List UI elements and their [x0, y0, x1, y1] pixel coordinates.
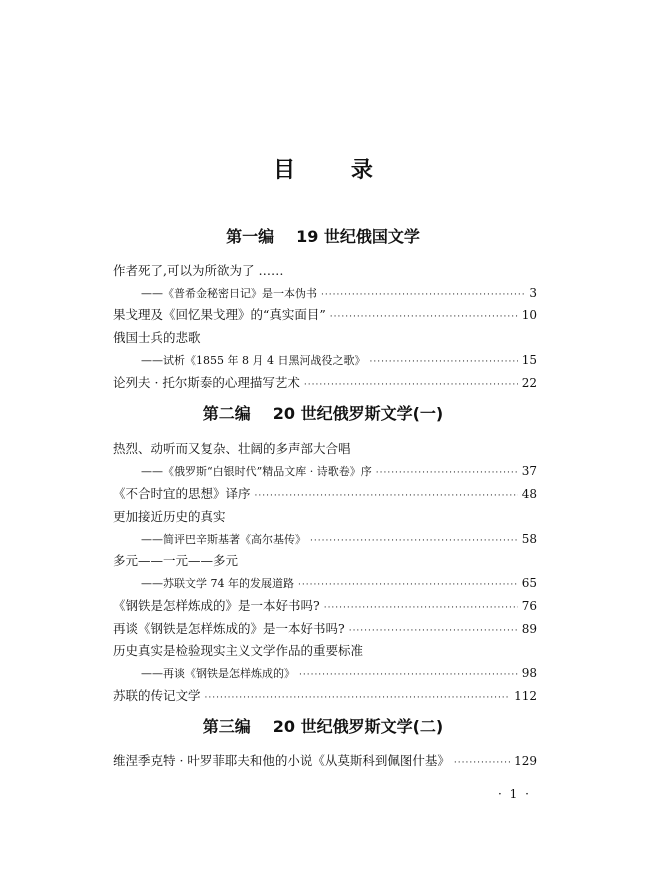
page-number: 65 — [521, 576, 537, 590]
entry-subtitle: ——苏联文学 74 年的发展道路 — [141, 577, 294, 590]
entry-subtitle: ——试析《1855 年 8 月 4 日黑河战役之歌》 — [141, 354, 366, 367]
page-folio: · 1 · — [498, 787, 531, 801]
page-number: 22 — [521, 376, 537, 390]
entry-title: 论列夫 · 托尔斯泰的心理描写艺术 — [113, 375, 300, 390]
entry-subtitle: ——《普希金秘密日记》是一本伪书 — [141, 287, 317, 300]
entry-subtitle: ——《俄罗斯“白银时代”精品文库 · 诗歌卷》序 — [141, 465, 372, 478]
leader-dots — [454, 753, 510, 773]
toc-entry[interactable] — [113, 619, 537, 639]
toc-entry[interactable] — [113, 350, 537, 370]
leader-dots — [321, 285, 525, 305]
leader-dots — [376, 463, 518, 483]
toc-entry[interactable] — [113, 439, 537, 459]
leader-dots — [324, 598, 518, 618]
entry-title: 再谈《钢铁是怎样炼成的》是一本好书吗? — [113, 621, 345, 636]
leader-dots — [255, 486, 518, 506]
section-prefix: 第一编 — [226, 227, 275, 246]
entry-subtitle: ——再谈《钢铁是怎样炼成的》 — [141, 667, 295, 680]
entry-title: 苏联的传记文学 — [113, 688, 201, 703]
section-prefix: 第三编 — [202, 717, 251, 736]
page-number: 37 — [521, 464, 537, 478]
toc-entry[interactable] — [113, 283, 537, 303]
page-number: 10 — [521, 308, 537, 322]
toc-entry[interactable] — [113, 328, 537, 348]
entry-title: 历史真实是检验现实主义文学作品的重要标准 — [113, 643, 364, 658]
leader-dots — [298, 575, 518, 595]
toc-entry[interactable] — [113, 305, 537, 325]
entry-title: 《不合时宜的思想》译序 — [113, 486, 251, 501]
page-number: 76 — [521, 599, 537, 613]
entry-subtitle: ——简评巴辛斯基著《高尔基传》 — [141, 533, 306, 546]
toc-entry[interactable] — [113, 663, 537, 683]
page-number: 112 — [514, 689, 537, 703]
leader-dots — [349, 621, 518, 641]
section-prefix: 第二编 — [202, 404, 251, 423]
toc-entry[interactable] — [113, 373, 537, 393]
page-number: 89 — [521, 622, 537, 636]
entry-title: 俄国士兵的悲歌 — [113, 330, 201, 345]
entry-title: 多元——一元——多元 — [113, 553, 239, 568]
page-number: 15 — [521, 353, 537, 367]
toc-entry[interactable] — [113, 529, 537, 549]
page-number: 129 — [514, 754, 537, 768]
section-heading-3 — [0, 715, 646, 739]
leader-dots — [299, 665, 518, 685]
toc-entry[interactable] — [113, 551, 537, 571]
entry-title: 《钢铁是怎样炼成的》是一本好书吗? — [113, 598, 320, 613]
toc-entry[interactable] — [113, 507, 537, 527]
entry-title: 更加接近历史的真实 — [113, 509, 226, 524]
section-name: 20 世纪俄罗斯文学(二) — [272, 717, 444, 736]
section-heading-1 — [0, 225, 646, 249]
entry-title: 果戈理及《回忆果戈理》的“真实面目” — [113, 307, 326, 322]
section-name: 20 世纪俄罗斯文学(一) — [272, 404, 444, 423]
leader-dots — [330, 307, 518, 327]
toc-entry[interactable] — [113, 686, 537, 706]
entry-title: 热烈、动听而又复杂、壮阔的多声部大合唱 — [113, 441, 351, 456]
page-number: 3 — [529, 286, 537, 300]
leader-dots — [369, 352, 517, 372]
toc-entry[interactable] — [113, 641, 537, 661]
page-number: 48 — [521, 487, 537, 501]
page-number: 98 — [521, 666, 537, 680]
toc-entry[interactable] — [113, 596, 537, 616]
leader-dots — [205, 688, 511, 708]
toc-entry[interactable] — [113, 461, 537, 481]
section-name: 19 世纪俄国文学 — [296, 227, 420, 246]
entry-title: 维涅季克特 · 叶罗菲耶夫和他的小说《从莫斯科到佩图什基》 — [113, 753, 450, 768]
page-title: 目 录 — [273, 157, 397, 183]
toc-entry[interactable] — [113, 573, 537, 593]
leader-dots — [310, 531, 518, 551]
section-heading-2 — [0, 402, 646, 426]
toc-entry[interactable] — [113, 484, 537, 504]
page-number: 58 — [521, 532, 537, 546]
toc-entry[interactable] — [113, 261, 537, 281]
entry-title: 作者死了,可以为所欲为了 …… — [113, 263, 284, 278]
toc-entry[interactable] — [113, 751, 537, 771]
leader-dots — [304, 375, 518, 395]
